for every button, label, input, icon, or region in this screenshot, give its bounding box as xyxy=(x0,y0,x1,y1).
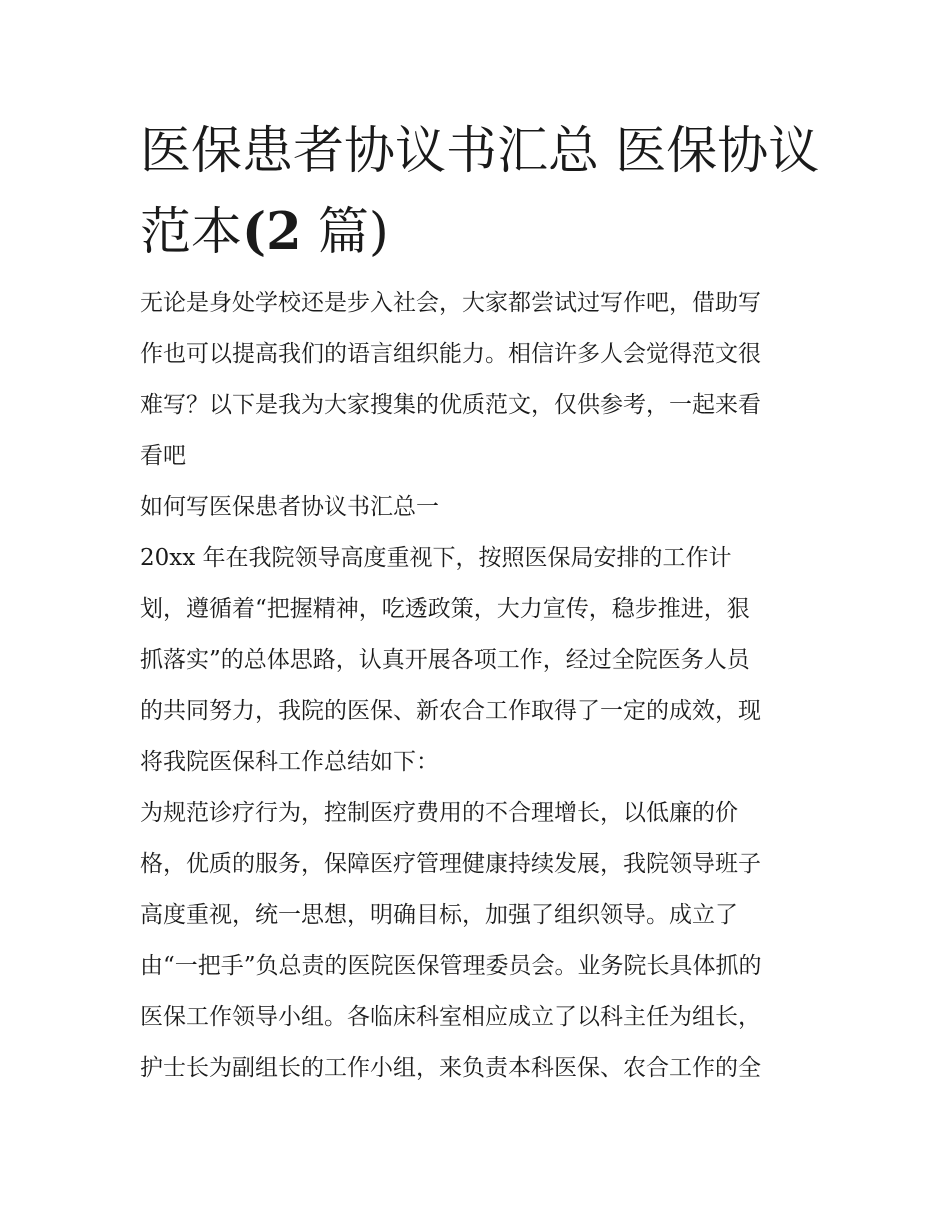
body-line: 将我院医保科工作总结如下： xyxy=(140,749,439,775)
body-line: 护士长为副组长的工作小组，来负责本科医保、农合工作的全 xyxy=(140,1055,761,1081)
body-line: 为规范诊疗行为，控制医疗费用的不合理增长，以低廉的价 xyxy=(140,800,738,826)
body-line: 由“一把手”负总责的医院医保管理委员会。业务院长具体抓的 xyxy=(140,953,762,979)
body-line: 划，遵循着“把握精神，吃透政策，大力宣传，稳步推进，狠 xyxy=(140,596,750,622)
section-heading: 如何写医保患者协议书汇总一 xyxy=(140,494,439,520)
body-line: 看吧 xyxy=(140,443,186,469)
body-line: 医保工作领导小组。各临床科室相应成立了以科主任为组长， xyxy=(140,1004,761,1030)
body-line: 作也可以提高我们的语言组织能力。相信许多人会觉得范文很 xyxy=(140,341,761,367)
body-line: 高度重视，统一思想，明确目标，加强了组织领导。成立了 xyxy=(140,902,738,928)
title-line-1: 医保患者协议书汇总 医保协议 xyxy=(140,122,820,181)
title-line-2: 范本(2 篇) xyxy=(140,202,389,262)
body-line: 的共同努力，我院的医保、新农合工作取得了一定的成效，现 xyxy=(140,698,761,724)
body-line: 20xx 年在我院领导高度重视下，按照医保局安排的工作计 xyxy=(140,545,732,571)
body-line: 无论是身处学校还是步入社会，大家都尝试过写作吧，借助写 xyxy=(140,290,761,316)
body-line: 格，优质的服务，保障医疗管理健康持续发展，我院领导班子 xyxy=(140,851,761,877)
body-line: 难写？以下是我为大家搜集的优质范文，仅供参考，一起来看 xyxy=(140,392,761,418)
document-title xyxy=(140,112,830,273)
document-body xyxy=(140,278,830,1094)
body-line: 抓落实”的总体思路，认真开展各项工作，经过全院医务人员 xyxy=(140,647,750,673)
